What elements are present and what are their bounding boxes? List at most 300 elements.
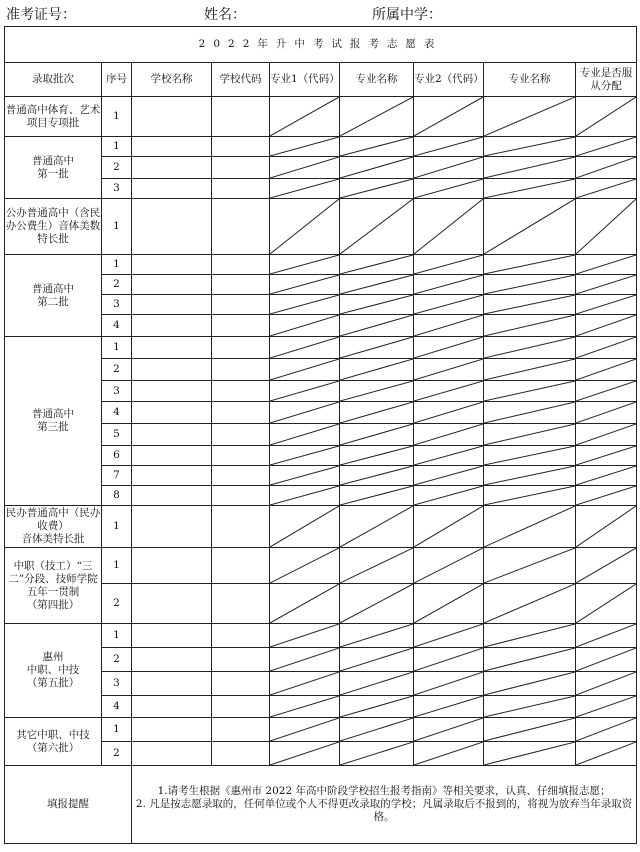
- major2-code-cell[interactable]: [414, 275, 484, 295]
- obey-assignment-cell[interactable]: [576, 446, 637, 466]
- major1-name-cell[interactable]: [340, 624, 414, 648]
- batch-label: 普通高中 第三批: [5, 337, 102, 506]
- major1-name-cell[interactable]: [340, 584, 414, 624]
- school-code-cell[interactable]: [212, 624, 270, 648]
- col-header-obey-assignment: 专业是否服从分配: [576, 63, 637, 97]
- diagonal-line: [414, 295, 483, 314]
- middle-school-label: 所属中学：: [372, 7, 442, 23]
- major2-name-cell[interactable]: [484, 648, 576, 672]
- major2-name-cell[interactable]: [484, 179, 576, 199]
- diagonal-line: [270, 359, 339, 380]
- obey-assignment-cell[interactable]: [576, 506, 637, 548]
- school-code-cell[interactable]: [212, 275, 270, 295]
- diagonal-line: [270, 648, 339, 671]
- diagonal-line: [484, 624, 575, 647]
- school-name-cell[interactable]: [132, 446, 212, 466]
- school-code-cell[interactable]: [212, 295, 270, 315]
- diagonal-line: [414, 584, 483, 623]
- obey-assignment-cell[interactable]: [576, 315, 637, 337]
- major2-code-cell[interactable]: [414, 486, 484, 506]
- batch-label: 公办普通高中（含民办公费生）音体美数特长批: [5, 199, 102, 255]
- major1-code-cell[interactable]: [270, 446, 340, 466]
- batch-label: 惠州 中职、中技 （第五批）: [5, 624, 102, 718]
- major2-name-cell[interactable]: [484, 337, 576, 359]
- major2-code-cell[interactable]: [414, 137, 484, 157]
- major2-code-cell[interactable]: [414, 446, 484, 466]
- obey-assignment-cell[interactable]: [576, 672, 637, 696]
- major2-code-cell[interactable]: [414, 315, 484, 337]
- major1-name-cell[interactable]: [340, 672, 414, 696]
- major2-name-cell[interactable]: [484, 359, 576, 381]
- diagonal-line: [340, 337, 413, 358]
- major1-code-cell[interactable]: [270, 179, 340, 199]
- seq-number: 3: [102, 672, 132, 696]
- diagonal-line: [340, 624, 413, 647]
- diagonal-line: [270, 337, 339, 358]
- major2-code-cell[interactable]: [414, 466, 484, 486]
- major1-code-cell[interactable]: [270, 584, 340, 624]
- seq-number: 8: [102, 486, 132, 506]
- seq-number: 7: [102, 466, 132, 486]
- table-row: [5, 337, 637, 359]
- obey-assignment-cell[interactable]: [576, 624, 637, 648]
- diagonal-line: [414, 548, 483, 583]
- major1-name-cell[interactable]: [340, 137, 414, 157]
- major2-code-cell[interactable]: [414, 648, 484, 672]
- diagonal-line: [414, 255, 483, 274]
- major1-code-cell[interactable]: [270, 486, 340, 506]
- col-header-school-code: 学校代码: [212, 63, 270, 97]
- obey-assignment-cell[interactable]: [576, 255, 637, 275]
- major1-name-cell[interactable]: [340, 255, 414, 275]
- diagonal-line: [484, 199, 575, 254]
- major1-code-cell[interactable]: [270, 157, 340, 179]
- major1-code-cell[interactable]: [270, 718, 340, 742]
- seq-number: 1: [102, 137, 132, 157]
- obey-assignment-cell[interactable]: [576, 157, 637, 179]
- form-header: [4, 0, 636, 26]
- major1-name-cell[interactable]: [340, 275, 414, 295]
- diagonal-line: [576, 295, 636, 314]
- obey-assignment-cell[interactable]: [576, 466, 637, 486]
- major2-name-cell[interactable]: [484, 295, 576, 315]
- diagonal-line: [484, 179, 575, 198]
- seq-number: 1: [102, 718, 132, 742]
- school-name-cell[interactable]: [132, 337, 212, 359]
- school-code-cell[interactable]: [212, 486, 270, 506]
- school-name-cell[interactable]: [132, 548, 212, 584]
- table-row: [5, 624, 637, 648]
- obey-assignment-cell[interactable]: [576, 424, 637, 446]
- diagonal-line: [414, 137, 483, 156]
- reminder-label: 填报提醒: [5, 766, 132, 844]
- diagonal-line: [484, 446, 575, 465]
- major1-code-cell[interactable]: [270, 506, 340, 548]
- obey-assignment-cell[interactable]: [576, 179, 637, 199]
- batch-label: 其它中职、中技 （第六批）: [5, 718, 102, 766]
- diagonal-line: [576, 466, 636, 485]
- major2-name-cell[interactable]: [484, 446, 576, 466]
- diagonal-line: [484, 548, 575, 583]
- major2-code-cell[interactable]: [414, 402, 484, 424]
- obey-assignment-cell[interactable]: [576, 381, 637, 402]
- school-code-cell[interactable]: [212, 157, 270, 179]
- diagonal-line: [576, 696, 636, 717]
- seq-number: 2: [102, 584, 132, 624]
- major1-name-cell[interactable]: [340, 157, 414, 179]
- diagonal-line: [576, 157, 636, 178]
- major2-name-cell[interactable]: [484, 466, 576, 486]
- major1-code-cell[interactable]: [270, 199, 340, 255]
- major1-code-cell[interactable]: [270, 742, 340, 766]
- major1-name-cell[interactable]: [340, 648, 414, 672]
- diagonal-line: [414, 486, 483, 505]
- school-name-cell[interactable]: [132, 648, 212, 672]
- batch-label: 普通高中 第二批: [5, 255, 102, 337]
- seq-number: 4: [102, 315, 132, 337]
- diagonal-line: [340, 486, 413, 505]
- diagonal-line: [340, 672, 413, 695]
- school-code-cell[interactable]: [212, 446, 270, 466]
- school-name-cell[interactable]: [132, 315, 212, 337]
- major2-code-cell[interactable]: [414, 624, 484, 648]
- major1-code-cell[interactable]: [270, 359, 340, 381]
- diagonal-line: [414, 672, 483, 695]
- major2-code-cell[interactable]: [414, 742, 484, 766]
- major2-code-cell[interactable]: [414, 584, 484, 624]
- school-code-cell[interactable]: [212, 315, 270, 337]
- major1-name-cell[interactable]: [340, 402, 414, 424]
- diagonal-line: [340, 696, 413, 717]
- major2-name-cell[interactable]: [484, 424, 576, 446]
- major1-name-cell[interactable]: [340, 696, 414, 718]
- school-name-cell[interactable]: [132, 275, 212, 295]
- diagonal-line: [484, 466, 575, 485]
- diagonal-line: [414, 337, 483, 358]
- diagonal-line: [576, 315, 636, 336]
- obey-assignment-cell[interactable]: [576, 359, 637, 381]
- school-name-cell[interactable]: [132, 179, 212, 199]
- obey-assignment-cell[interactable]: [576, 548, 637, 584]
- seq-number: 1: [102, 255, 132, 275]
- major1-code-cell[interactable]: [270, 97, 340, 137]
- major1-name-cell[interactable]: [340, 295, 414, 315]
- form-title: 2022年升中考试报考志愿表: [5, 27, 637, 63]
- diagonal-line: [270, 315, 339, 336]
- major1-code-cell[interactable]: [270, 315, 340, 337]
- diagonal-line: [576, 718, 636, 741]
- school-name-cell[interactable]: [132, 97, 212, 137]
- seq-number: 1: [102, 97, 132, 137]
- school-code-cell[interactable]: [212, 402, 270, 424]
- major1-name-cell[interactable]: [340, 506, 414, 548]
- major2-name-cell[interactable]: [484, 548, 576, 584]
- school-name-cell[interactable]: [132, 486, 212, 506]
- seq-number: 1: [102, 548, 132, 584]
- seq-number: 2: [102, 275, 132, 295]
- seq-number: 2: [102, 742, 132, 766]
- obey-assignment-cell[interactable]: [576, 337, 637, 359]
- diagonal-line: [576, 548, 636, 583]
- school-code-cell[interactable]: [212, 718, 270, 742]
- major2-code-cell[interactable]: [414, 548, 484, 584]
- diagonal-line: [270, 137, 339, 156]
- diagonal-line: [576, 199, 636, 254]
- school-code-cell[interactable]: [212, 255, 270, 275]
- school-code-cell[interactable]: [212, 648, 270, 672]
- diagonal-line: [270, 696, 339, 717]
- major2-code-cell[interactable]: [414, 179, 484, 199]
- major1-name-cell[interactable]: [340, 315, 414, 337]
- school-name-cell[interactable]: [132, 359, 212, 381]
- reminder-notes: [132, 766, 637, 844]
- major2-code-cell[interactable]: [414, 506, 484, 548]
- batch-label: 普通高中体育、艺术项目专项批: [5, 97, 102, 137]
- major1-code-cell[interactable]: [270, 696, 340, 718]
- major2-name-cell[interactable]: [484, 137, 576, 157]
- col-header-batch: 录取批次: [5, 63, 102, 97]
- major2-code-cell[interactable]: [414, 157, 484, 179]
- major1-code-cell[interactable]: [270, 672, 340, 696]
- diagonal-line: [484, 742, 575, 765]
- diagonal-line: [484, 97, 575, 136]
- diagonal-line: [340, 466, 413, 485]
- diagonal-line: [414, 275, 483, 294]
- school-name-cell[interactable]: [132, 157, 212, 179]
- school-code-cell[interactable]: [212, 506, 270, 548]
- major1-name-cell[interactable]: [340, 359, 414, 381]
- col-header-seq: 序号: [102, 63, 132, 97]
- major2-name-cell[interactable]: [484, 506, 576, 548]
- diagonal-line: [484, 315, 575, 336]
- exam-number-label: 准考证号：: [6, 7, 76, 23]
- diagonal-line: [576, 275, 636, 294]
- school-name-cell[interactable]: [132, 584, 212, 624]
- school-code-cell[interactable]: [212, 672, 270, 696]
- school-name-cell[interactable]: [132, 718, 212, 742]
- major1-name-cell[interactable]: [340, 742, 414, 766]
- school-name-cell[interactable]: [132, 381, 212, 402]
- major2-name-cell[interactable]: [484, 696, 576, 718]
- major2-code-cell[interactable]: [414, 424, 484, 446]
- seq-number: 4: [102, 696, 132, 718]
- obey-assignment-cell[interactable]: [576, 137, 637, 157]
- major1-name-cell[interactable]: [340, 179, 414, 199]
- seq-number: 3: [102, 295, 132, 315]
- major2-code-cell[interactable]: [414, 199, 484, 255]
- diagonal-line: [340, 359, 413, 380]
- major2-name-cell[interactable]: [484, 199, 576, 255]
- diagonal-line: [340, 742, 413, 765]
- major1-name-cell[interactable]: [340, 199, 414, 255]
- school-name-cell[interactable]: [132, 199, 212, 255]
- diagonal-line: [340, 137, 413, 156]
- major1-name-cell[interactable]: [340, 424, 414, 446]
- diagonal-line: [576, 446, 636, 465]
- school-name-cell[interactable]: [132, 424, 212, 446]
- diagonal-line: [576, 648, 636, 671]
- major2-name-cell[interactable]: [484, 157, 576, 179]
- diagonal-line: [414, 718, 483, 741]
- school-code-cell[interactable]: [212, 359, 270, 381]
- major2-code-cell[interactable]: [414, 381, 484, 402]
- diagonal-line: [576, 486, 636, 505]
- school-name-cell[interactable]: [132, 624, 212, 648]
- major2-name-cell[interactable]: [484, 402, 576, 424]
- obey-assignment-cell[interactable]: [576, 97, 637, 137]
- diagonal-line: [576, 381, 636, 401]
- obey-assignment-cell[interactable]: [576, 486, 637, 506]
- obey-assignment-cell[interactable]: [576, 696, 637, 718]
- school-code-cell[interactable]: [212, 381, 270, 402]
- diagonal-line: [340, 199, 413, 254]
- major2-name-cell[interactable]: [484, 315, 576, 337]
- school-code-cell[interactable]: [212, 584, 270, 624]
- obey-assignment-cell[interactable]: [576, 402, 637, 424]
- student-name-label: 姓名：: [204, 7, 246, 23]
- major2-code-cell[interactable]: [414, 295, 484, 315]
- major2-code-cell[interactable]: [414, 672, 484, 696]
- major2-name-cell[interactable]: [484, 584, 576, 624]
- school-name-cell[interactable]: [132, 672, 212, 696]
- school-name-cell[interactable]: [132, 295, 212, 315]
- diagonal-line: [340, 381, 413, 401]
- diagonal-line: [484, 718, 575, 741]
- major2-name-cell[interactable]: [484, 718, 576, 742]
- major2-code-cell[interactable]: [414, 337, 484, 359]
- school-name-cell[interactable]: [132, 466, 212, 486]
- major1-name-cell[interactable]: [340, 466, 414, 486]
- diagonal-line: [484, 381, 575, 401]
- diagonal-line: [414, 696, 483, 717]
- major2-name-cell[interactable]: [484, 255, 576, 275]
- diagonal-line: [270, 672, 339, 695]
- diagonal-line: [484, 137, 575, 156]
- obey-assignment-cell[interactable]: [576, 199, 637, 255]
- diagonal-line: [340, 97, 413, 136]
- diagonal-line: [270, 742, 339, 765]
- major2-name-cell[interactable]: [484, 486, 576, 506]
- school-name-cell[interactable]: [132, 137, 212, 157]
- diagonal-line: [340, 275, 413, 294]
- diagonal-line: [484, 486, 575, 505]
- major1-code-cell[interactable]: [270, 624, 340, 648]
- school-code-cell[interactable]: [212, 137, 270, 157]
- diagonal-line: [576, 742, 636, 765]
- major1-name-cell[interactable]: [340, 548, 414, 584]
- diagonal-line: [484, 584, 575, 623]
- diagonal-line: [340, 295, 413, 314]
- school-code-cell[interactable]: [212, 742, 270, 766]
- major1-name-cell[interactable]: [340, 97, 414, 137]
- major2-code-cell[interactable]: [414, 696, 484, 718]
- seq-number: 1: [102, 506, 132, 548]
- major2-name-cell[interactable]: [484, 381, 576, 402]
- diagonal-line: [270, 486, 339, 505]
- seq-number: 1: [102, 337, 132, 359]
- school-code-cell[interactable]: [212, 696, 270, 718]
- major2-code-cell[interactable]: [414, 718, 484, 742]
- major1-code-cell[interactable]: [270, 337, 340, 359]
- diagonal-line: [270, 199, 339, 254]
- col-header-major2: 专业2（代码）: [414, 63, 484, 97]
- major1-name-cell[interactable]: [340, 718, 414, 742]
- school-name-cell[interactable]: [132, 742, 212, 766]
- diagonal-line: [484, 255, 575, 274]
- obey-assignment-cell[interactable]: [576, 584, 637, 624]
- diagonal-line: [270, 424, 339, 445]
- major1-name-cell[interactable]: [340, 337, 414, 359]
- diagonal-line: [576, 97, 636, 136]
- diagonal-line: [414, 179, 483, 198]
- diagonal-line: [270, 466, 339, 485]
- major2-code-cell[interactable]: [414, 97, 484, 137]
- major1-code-cell[interactable]: [270, 381, 340, 402]
- major2-name-cell[interactable]: [484, 742, 576, 766]
- school-code-cell[interactable]: [212, 97, 270, 137]
- major1-code-cell[interactable]: [270, 424, 340, 446]
- major2-name-cell[interactable]: [484, 275, 576, 295]
- seq-number: 5: [102, 424, 132, 446]
- diagonal-line: [270, 506, 339, 547]
- school-code-cell[interactable]: [212, 337, 270, 359]
- diagonal-line: [270, 718, 339, 741]
- major1-code-cell[interactable]: [270, 466, 340, 486]
- major2-code-cell[interactable]: [414, 255, 484, 275]
- table-row: [5, 97, 637, 137]
- seq-number: 4: [102, 402, 132, 424]
- major2-name-cell[interactable]: [484, 672, 576, 696]
- seq-number: 6: [102, 446, 132, 466]
- school-name-cell[interactable]: [132, 506, 212, 548]
- diagonal-line: [414, 315, 483, 336]
- obey-assignment-cell[interactable]: [576, 742, 637, 766]
- obey-assignment-cell[interactable]: [576, 295, 637, 315]
- school-code-cell[interactable]: [212, 548, 270, 584]
- major1-name-cell[interactable]: [340, 381, 414, 402]
- major2-name-cell[interactable]: [484, 97, 576, 137]
- major1-name-cell[interactable]: [340, 446, 414, 466]
- school-name-cell[interactable]: [132, 255, 212, 275]
- obey-assignment-cell[interactable]: [576, 648, 637, 672]
- reminder-line: 1.请考生根据《惠州市 2022 年高中阶段学校招生报考指南》等相关要求，认真、仔细填报志愿；: [157, 785, 611, 797]
- major1-code-cell[interactable]: [270, 648, 340, 672]
- diagonal-line: [484, 696, 575, 717]
- diagonal-line: [414, 381, 483, 401]
- major1-code-cell[interactable]: [270, 255, 340, 275]
- school-name-cell[interactable]: [132, 402, 212, 424]
- major2-name-cell[interactable]: [484, 624, 576, 648]
- obey-assignment-cell[interactable]: [576, 275, 637, 295]
- major1-code-cell[interactable]: [270, 548, 340, 584]
- major2-code-cell[interactable]: [414, 359, 484, 381]
- school-code-cell[interactable]: [212, 424, 270, 446]
- table-row: [5, 137, 637, 157]
- school-code-cell[interactable]: [212, 179, 270, 199]
- school-name-cell[interactable]: [132, 696, 212, 718]
- school-code-cell[interactable]: [212, 466, 270, 486]
- major1-code-cell[interactable]: [270, 137, 340, 157]
- major1-code-cell[interactable]: [270, 295, 340, 315]
- diagonal-line: [270, 624, 339, 647]
- school-code-cell[interactable]: [212, 199, 270, 255]
- major1-name-cell[interactable]: [340, 486, 414, 506]
- major1-code-cell[interactable]: [270, 275, 340, 295]
- obey-assignment-cell[interactable]: [576, 718, 637, 742]
- volunteer-table: [4, 26, 637, 844]
- major1-code-cell[interactable]: [270, 402, 340, 424]
- diagonal-line: [340, 255, 413, 274]
